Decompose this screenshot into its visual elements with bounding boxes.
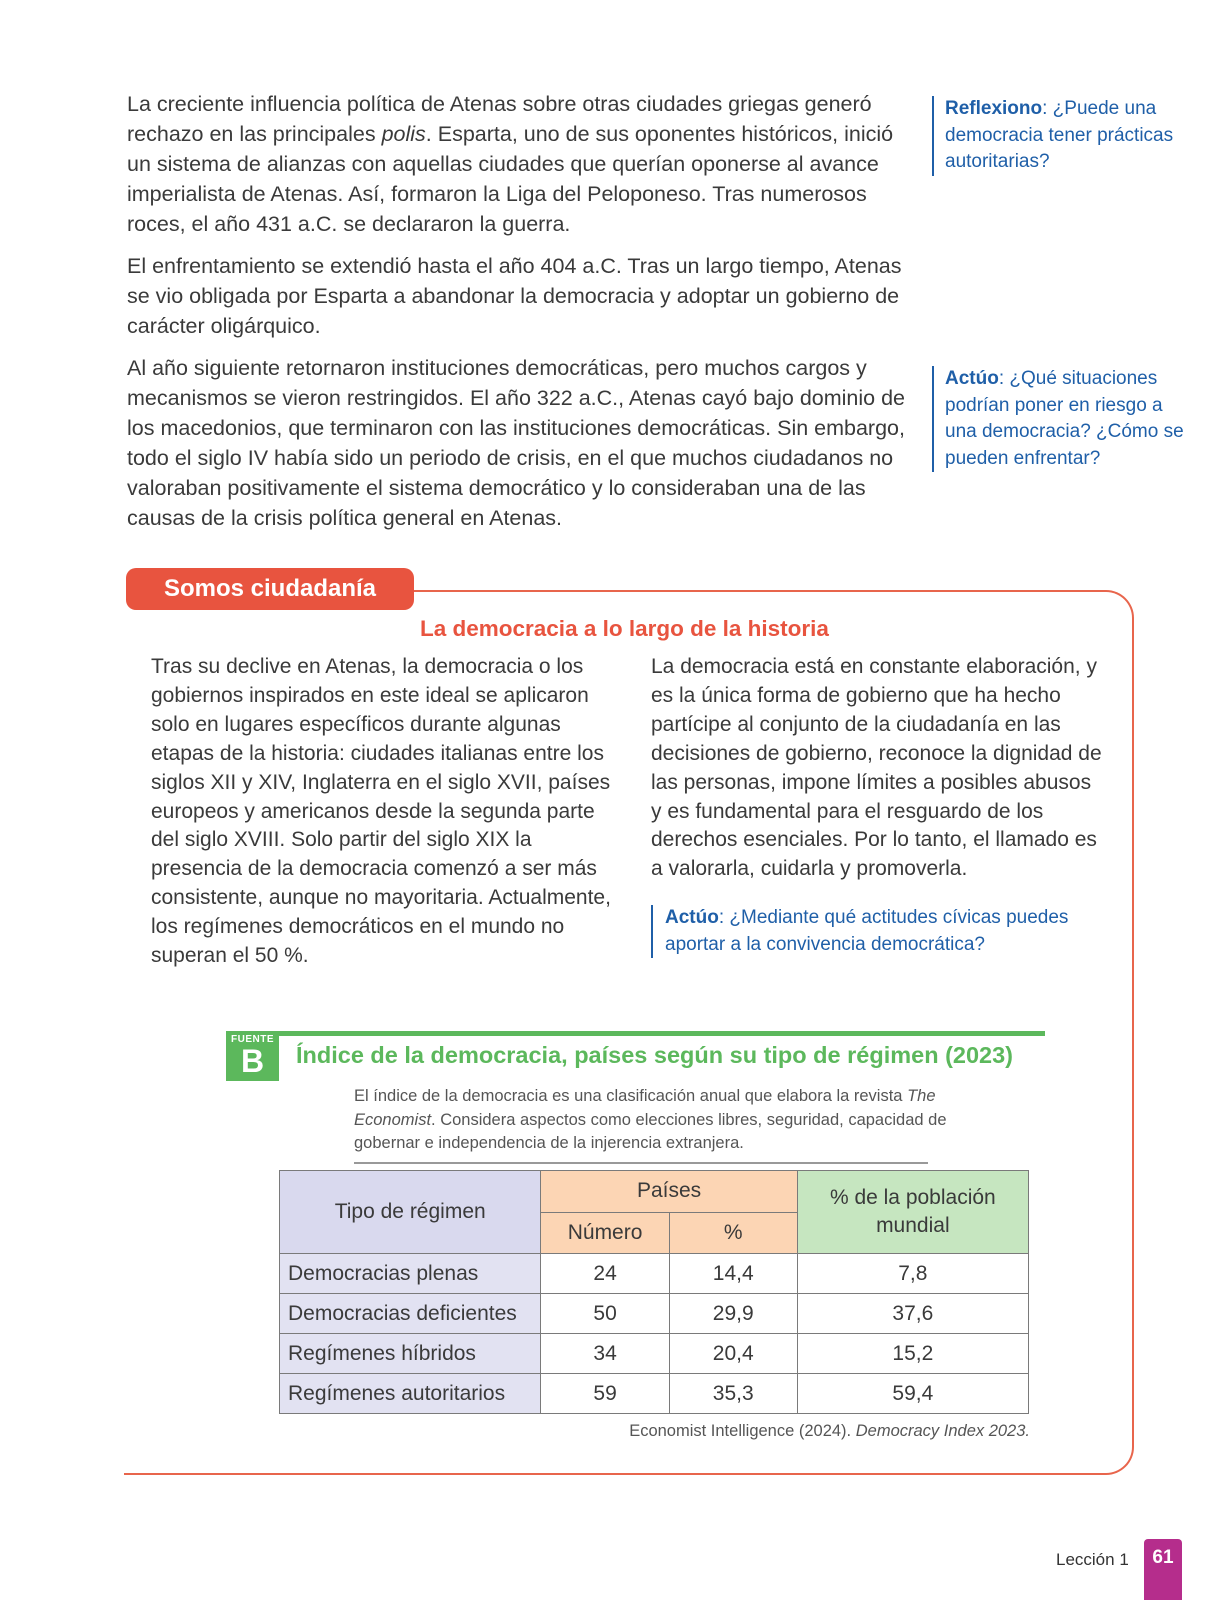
source-title: Índice de la democracia, países según su tipo de régimen (2023): [296, 1042, 1014, 1068]
table-row: [280, 1374, 1029, 1414]
table-row: [280, 1334, 1029, 1374]
row-tipo: Regímenes híbridos: [280, 1334, 541, 1374]
source-description: El índice de la democracia es una clasificación anual que elabora la revista The Economist. Considera aspectos como elecciones libres, seguridad, capacidad de gobernar e independencia de la injerencia extranjera.: [354, 1087, 947, 1152]
row-numero: 34: [541, 1334, 669, 1374]
description-divider: [354, 1162, 928, 1164]
header-poblacion: % de la población mundial: [797, 1171, 1028, 1254]
row-tipo: Regímenes autoritarios: [280, 1374, 541, 1414]
row-tipo: Democracias plenas: [280, 1254, 541, 1294]
header-numero: Número: [541, 1212, 669, 1254]
source-citation: Economist Intelligence (2024). Democracy Index 2023.: [629, 1422, 1030, 1440]
actuo-label: Actúo: [945, 368, 999, 389]
row-numero: 24: [541, 1254, 669, 1294]
row-pct: 20,4: [669, 1334, 797, 1374]
source-badge-label: FUENTE: [231, 1034, 274, 1045]
column-right-text: La democracia está en constante elaboración, y es la única forma de gobierno que ha hecho partícipe al conjunto de la ciudadanía en las decisiones de gobierno, reconoce la dignidad de las personas, impone límites a posibles abusos y es fundamental para el resguardo de los derechos esenciales. Por lo tanto, el llamado es a valorarla, cuidarla y promoverla.: [651, 655, 1102, 881]
page-number: 61: [1144, 1539, 1182, 1600]
row-poblacion: 15,2: [797, 1334, 1028, 1374]
table-row: [280, 1294, 1029, 1334]
column-left-text: Tras su declive en Atenas, la democracia o los gobiernos inspirados en este ideal se aplicaron solo en lugares específicos durante algunas etapas de la historia: ciudades italianas entre los siglos XII y XIV, Inglaterra en el siglo XVII, países europeos y americanos desde la segunda parte del siglo XVIII. Solo partir del siglo XIX la presencia de la democracia comenzó a ser más consistente, aunque no mayoritaria. Actualmente, los regímenes democráticos en el mundo no superan el 50 %.: [151, 655, 611, 968]
row-poblacion: 7,8: [797, 1254, 1028, 1294]
source-badge-letter: B: [240, 1043, 265, 1079]
header-pct: %: [669, 1212, 797, 1254]
reflexiono-label: Reflexiono: [945, 98, 1043, 119]
header-tipo: Tipo de régimen: [280, 1171, 541, 1254]
source-badge: [226, 1031, 279, 1081]
row-poblacion: 59,4: [797, 1374, 1028, 1414]
reflexiono-box: Reflexiono: ¿Puede una democracia tener prácticas autoritarias?: [932, 96, 1185, 176]
lesson-label: Lección 1: [1056, 1550, 1129, 1569]
somos-ciudadania-tag: Somos ciudadanía: [126, 568, 414, 610]
actuo-box-2: Actúo: ¿Mediante qué actitudes cívicas puedes aportar a la convivencia democrática?: [651, 905, 1125, 958]
actuo-label-2: Actúo: [665, 907, 719, 928]
row-pct: 14,4: [669, 1254, 797, 1294]
paragraph-1: La creciente influencia política de Atenas sobre otras ciudades griegas generó rechazo en las principales polis. Esparta, uno de sus oponentes históricos, inició un sistema de alianzas con aquellas ciudades que querían oponerse al avance imperialista de Atenas. Así, formaron la Liga del Peloponeso. Tras numerosos roces, el año 431 a.C. se declararon la guerra.: [127, 92, 894, 236]
row-pct: 35,3: [669, 1374, 797, 1414]
row-pct: 29,9: [669, 1294, 797, 1334]
regime-table: [279, 1170, 1029, 1414]
header-paises: Países: [541, 1171, 797, 1213]
row-numero: 50: [541, 1294, 669, 1334]
row-tipo: Democracias deficientes: [280, 1294, 541, 1334]
actuo-box: Actúo: ¿Qué situaciones podrían poner en riesgo a una democracia? ¿Cómo se pueden enfrentar?: [932, 366, 1185, 472]
paragraph-3: Al año siguiente retornaron instituciones democráticas, pero muchos cargos y mecanismos se vieron restringidos. El año 322 a.C., Atenas cayó bajo dominio de los macedonios, que terminaron con las instituciones democráticas. Sin embargo, todo el siglo IV había sido un periodo de crisis, en el que muchos ciudadanos no valoraban positivamente el sistema democrático y lo consideraban una de las causas de la crisis política general en Atenas.: [127, 356, 906, 530]
table-row: [280, 1254, 1029, 1294]
row-poblacion: 37,6: [797, 1294, 1028, 1334]
paragraph-2: El enfrentamiento se extendió hasta el año 404 a.C. Tras un largo tiempo, Atenas se vio obligada por Esparta a abandonar la democracia y adoptar un gobierno de carácter oligárquico.: [127, 254, 902, 338]
section-title: La democracia a lo largo de la historia: [420, 616, 829, 641]
source-header-line: [278, 1031, 1045, 1036]
row-numero: 59: [541, 1374, 669, 1414]
